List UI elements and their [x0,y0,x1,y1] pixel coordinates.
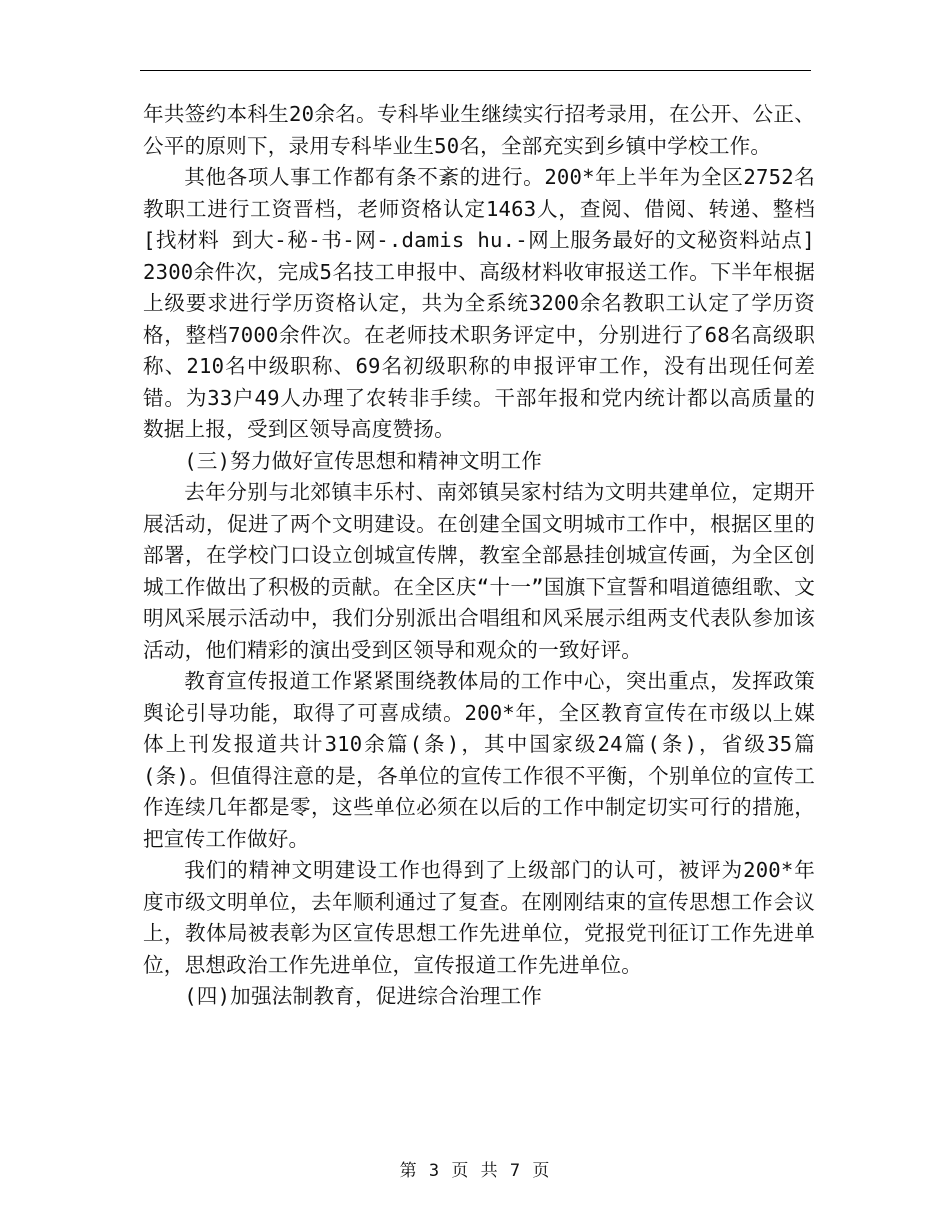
document-body [143,99,815,1013]
paragraph-1: 年共签约本科生20余名。专科毕业生继续实行招考录用，在公开、公正、公平的原则下，录用专科毕业生50名，全部充实到乡镇中学校工作。 [143,102,815,158]
paragraph-2: 其他各项人事工作都有条不紊的进行。200*年上半年为全区2752名教职工进行工资晋档，老师资格认定1463人，查阅、借阅、转递、整档[找材料 到大-秘-书-网-.damis hu.-网上服务最好的文秘资料站点]2300余件次，完成5名技工申报中、高级材料收审报送工作。下半年根据上级要求进行学历资格认定，共为全系统3200余名教职工认定了学历资格，整档7000余件次。在老师技术职务评定中，分别进行了68名高级职称、210名中级职称、69名初级职称的申报评审工作，没有出现任何差错。为33户49人办理了农转非手续。干部年报和党内统计都以高质量的数据上报，受到区领导高度赞扬。 [143,165,815,441]
section-heading-3: (三)努力做好宣传思想和精神文明工作 [184,448,543,473]
header-rule [140,70,811,71]
paragraph-6: 我们的精神文明建设工作也得到了上级部门的认可，被评为200*年度市级文明单位，去年顺利通过了复查。在刚刚结束的宣传思想工作会议上，教体局被表彰为区宣传思想工作先进单位，党报党刊征订工作先进单位，思想政治工作先进单位，宣传报道工作先进单位。 [143,858,815,977]
page-number: 第 3 页 共 7 页 [399,1161,551,1181]
paragraph-5: 教育宣传报道工作紧紧围绕教体局的工作中心，突出重点，发挥政策舆论引导功能，取得了可喜成绩。200*年，全区教育宣传在市级以上媒体上刊发报道共计310余篇(条)，其中国家级24篇(条)，省级35篇(条)。但值得注意的是，各单位的宣传工作很不平衡，个别单位的宣传工作连续几年都是零，这些单位必须在以后的工作中制定切实可行的措施，把宣传工作做好。 [143,669,815,851]
paragraph-4: 去年分别与北郊镇丰乐村、南郊镇吴家村结为文明共建单位，定期开展活动，促进了两个文明建设。在创建全国文明城市工作中，根据区里的部署，在学校门口设立创城宣传牌，教室全部悬挂创城宣传画，为全区创城工作做出了积极的贡献。在全区庆“十一”国旗下宣誓和唱道德组歌、文明风采展示活动中，我们分别派出合唱组和风采展示组两支代表队参加该活动，他们精彩的演出受到区领导和观众的一致好评。 [143,480,815,662]
section-heading-4: (四)加强法制教育，促进综合治理工作 [184,984,543,1008]
